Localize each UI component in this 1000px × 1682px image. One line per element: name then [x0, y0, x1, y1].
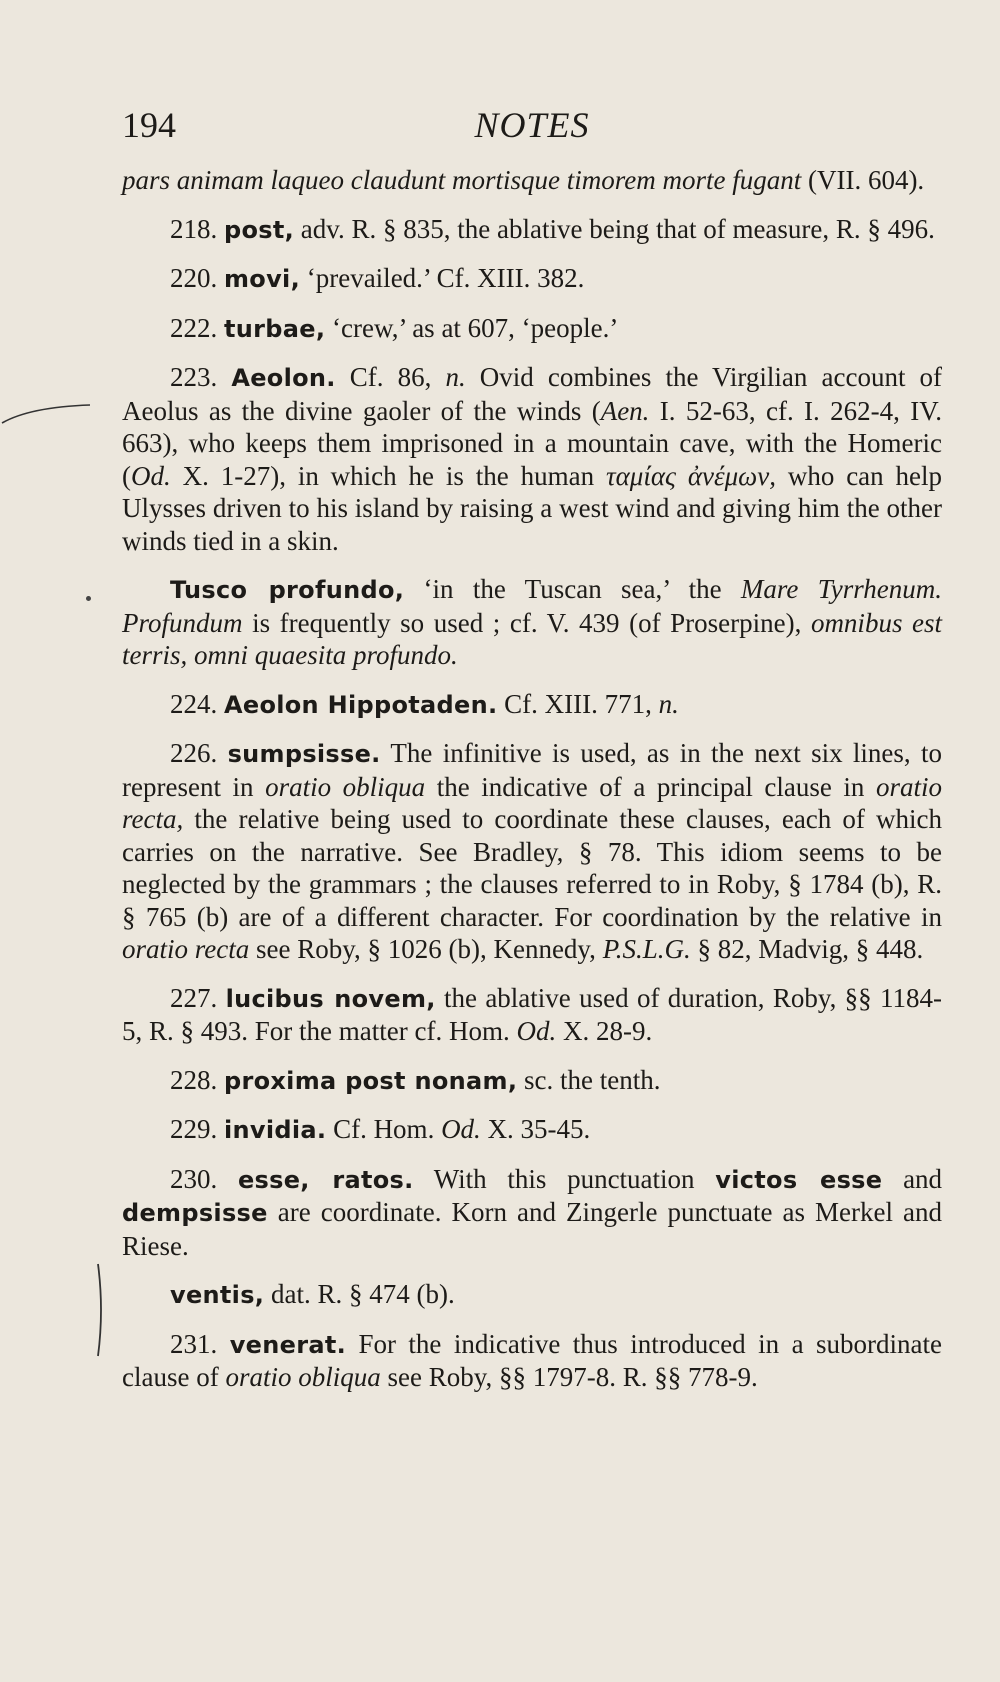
note-text: Cf. Hom.	[326, 1114, 442, 1144]
note-text: Ovid combines the Virgilian account of Aeolus as the divine gaoler of the winds (	[122, 362, 943, 426]
note-paragraph	[122, 1278, 942, 1312]
note-text: Cf. 86,	[335, 362, 446, 392]
note-text: 222.	[170, 312, 224, 343]
note-text: With this punctuation	[413, 1163, 716, 1194]
italic-text: oratio recta	[122, 934, 250, 964]
note-paragraph	[122, 213, 942, 247]
note-text: 228.	[170, 1064, 224, 1095]
note-continuation	[122, 164, 942, 197]
note-text: For the indicative thus introduced in a subordinate clause of	[122, 1328, 942, 1392]
note-text: see Roby, §§ 1797-8. R. §§ 778-9.	[380, 1362, 758, 1392]
note-lemma: ventis,	[170, 1281, 265, 1309]
note-text: see Roby, § 1026 (b), Kennedy,	[249, 934, 603, 964]
italic-text: n.	[658, 688, 679, 719]
note-paragraph	[122, 688, 942, 722]
notes-body	[122, 164, 942, 1410]
note-lemma: Tusco profundo,	[170, 576, 405, 604]
note-text: § 82, Madvig, § 448.	[690, 934, 924, 964]
italic-text: omnibus est terris, omni quaesita profundo.	[122, 607, 943, 670]
note-text: 229.	[170, 1114, 224, 1144]
margin-bracket-mark	[94, 1262, 108, 1358]
italic-text: oratio obliqua	[265, 771, 426, 802]
note-paragraph	[122, 262, 942, 296]
note-text: adv. R. § 835, the ablative being that of measure, R. § 496.	[294, 213, 935, 244]
note-text: 231.	[170, 1328, 230, 1359]
note-text: sc. the tenth.	[517, 1064, 661, 1095]
note-paragraph	[122, 1328, 942, 1394]
note-text: ‘crew,’ as at 607, ‘people.’	[325, 312, 619, 343]
note-lemma: sumpsisse.	[227, 740, 381, 768]
italic-text: oratio obliqua	[225, 1362, 381, 1392]
note-lemma: venerat.	[229, 1330, 347, 1359]
note-paragraph	[122, 573, 942, 672]
note-lemma: victos esse	[715, 1165, 883, 1194]
note-text: 218.	[170, 213, 224, 244]
note-text: ‘prevailed.’ Cf. XIII. 382.	[299, 263, 585, 293]
note-paragraph	[122, 361, 942, 557]
note-text: 227.	[170, 982, 226, 1013]
note-paragraph	[122, 1064, 942, 1098]
italic-text: pars animam laqueo claudunt mortisque timorem morte fugant	[122, 165, 802, 195]
note-text: 223.	[170, 362, 232, 392]
margin-pencil-mark	[0, 403, 92, 425]
note-paragraph	[122, 737, 942, 966]
note-text: the relative being used to coordinate these clauses, each of which carries on the narrative. See Bradley, § 78. This idiom seems to be neglected by the grammars ; the clauses referred to in Roby, § 1784 (b), R. § 765 (b) are of a different character. For coordination by the relative in	[122, 804, 942, 932]
note-text: Cf. XIII. 771,	[497, 688, 659, 719]
note-text: X. 1-27), in which he is the human	[170, 460, 606, 491]
note-text: is frequently so used ; cf. V. 439 (of Proserpine),	[242, 607, 811, 638]
note-text: dat. R. § 474 (b).	[264, 1279, 455, 1309]
note-paragraph	[122, 982, 942, 1048]
note-lemma: turbae,	[224, 314, 326, 343]
note-text: 220.	[170, 263, 224, 293]
note-lemma: dempsisse	[122, 1199, 268, 1227]
margin-dot	[86, 596, 91, 601]
note-text: who can help Ulysses driven to his island by raising a west wind and giving him the other winds tied in a skin.	[122, 460, 943, 556]
italic-text: Od.	[131, 460, 171, 491]
note-text: 230.	[170, 1163, 238, 1194]
running-title: NOTES	[474, 105, 590, 145]
note-text: (VII. 604).	[801, 165, 925, 195]
page-number: 194	[122, 105, 176, 145]
note-text: X. 35-45.	[480, 1114, 591, 1144]
note-text: I. 52-63, cf. I. 262-4, IV. 663), who keeps them imprisoned in a mountain cave, with the Homeric (	[122, 395, 942, 491]
italic-text: n.	[445, 362, 466, 392]
note-paragraph	[122, 1163, 942, 1263]
note-lemma: proxima post nonam,	[224, 1066, 518, 1095]
note-text: are coordinate. Korn and Zingerle punctuate as Merkel and Riese.	[122, 1197, 942, 1261]
note-lemma: post,	[224, 215, 295, 244]
note-lemma: Aeolon.	[231, 364, 336, 392]
note-text: 224.	[170, 688, 224, 719]
note-lemma: movi,	[224, 265, 300, 293]
note-lemma: esse, ratos.	[237, 1165, 414, 1194]
note-paragraph	[122, 312, 942, 346]
note-lemma: invidia.	[224, 1116, 327, 1144]
italic-text: Od.	[516, 1016, 557, 1046]
note-text: and	[882, 1163, 943, 1194]
running-header	[122, 104, 942, 154]
italic-text: Od.	[441, 1114, 481, 1144]
italic-text: ταμίας ἀνέμων,	[605, 460, 776, 491]
italic-text: Mare Tyrrhenum. Profundum	[122, 574, 942, 638]
note-text: ‘in the Tuscan sea,’ the	[404, 574, 741, 604]
note-text: X. 28-9.	[556, 1016, 653, 1046]
note-paragraph	[122, 1113, 942, 1147]
italic-text: P.S.L.G.	[602, 934, 691, 964]
note-text: The infinitive is used, as in the next six lines, to represent in	[122, 738, 942, 802]
note-lemma: Aeolon Hippotaden.	[224, 690, 498, 719]
italic-text: oratio recta,	[122, 771, 943, 834]
note-text: 226.	[170, 738, 228, 768]
note-text: the ablative used of duration, Roby, §§ 1184-5, R. § 493. For the matter cf. Hom.	[122, 982, 942, 1046]
italic-text: Aen.	[600, 395, 650, 426]
note-lemma: lucibus novem,	[225, 984, 436, 1013]
note-text: the indicative of a principal clause in	[425, 771, 876, 802]
